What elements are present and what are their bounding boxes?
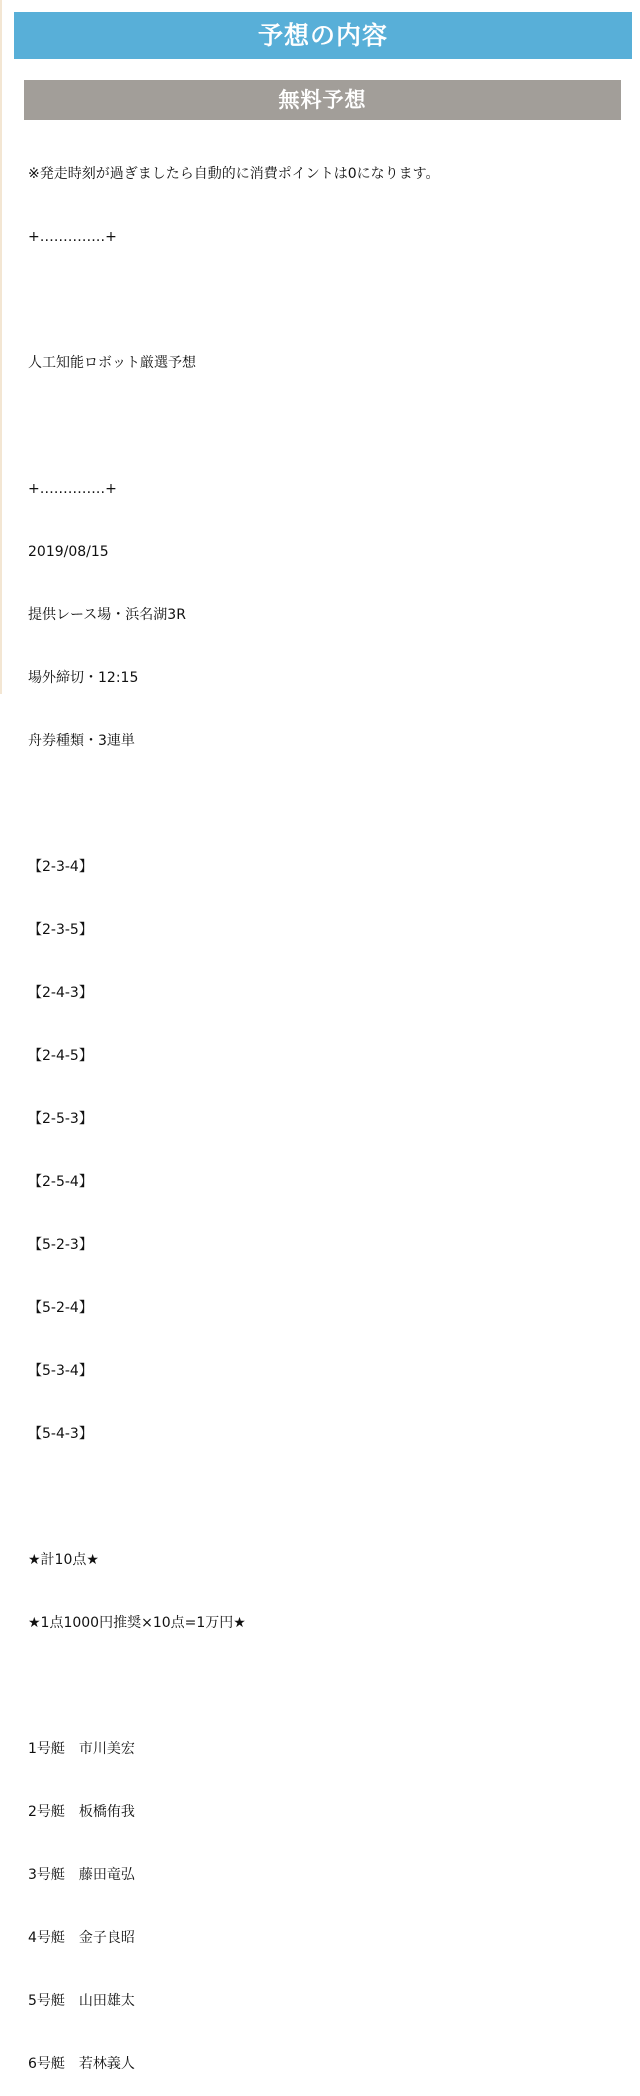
summary-total: ★計10点★ bbox=[28, 1552, 99, 1568]
notice-text: ※発走時刻が過ぎましたら自動的に消費ポイントは0になります。 bbox=[28, 166, 440, 182]
divider-top: +‥‥‥‥‥‥‥+ bbox=[28, 229, 117, 245]
section-title-free-prediction: 無料予想 bbox=[24, 80, 621, 120]
combination-item: 【2-5-3】 bbox=[28, 1111, 93, 1127]
spacer bbox=[28, 416, 628, 437]
boat-entry: 4号艇 金子良昭 bbox=[28, 1930, 135, 1946]
combination-item: 【2-4-5】 bbox=[28, 1048, 93, 1064]
prediction-name: 人工知能ロボット厳選予想 bbox=[28, 355, 196, 371]
combination-item: 【5-3-4】 bbox=[28, 1363, 93, 1379]
combination-item: 【2-5-4】 bbox=[28, 1174, 93, 1190]
boat-entry: 3号艇 藤田竜弘 bbox=[28, 1867, 135, 1883]
combination-item: 【2-4-3】 bbox=[28, 985, 93, 1001]
spacer bbox=[28, 1676, 628, 1697]
spacer bbox=[28, 794, 628, 815]
combination-item: 【5-4-3】 bbox=[28, 1426, 93, 1442]
combination-item: 【5-2-3】 bbox=[28, 1237, 93, 1253]
divider-bottom: +‥‥‥‥‥‥‥+ bbox=[28, 481, 117, 497]
race-deadline: 場外締切・12:15 bbox=[28, 670, 139, 686]
combination-item: 【2-3-5】 bbox=[28, 922, 93, 938]
combination-item: 【5-2-4】 bbox=[28, 1300, 93, 1316]
spacer bbox=[28, 1487, 628, 1508]
boat-entry: 2号艇 板橋侑我 bbox=[28, 1804, 135, 1820]
spacer bbox=[28, 290, 628, 311]
prediction-content bbox=[28, 122, 628, 2096]
boat-entry: 5号艇 山田雄太 bbox=[28, 1993, 135, 2009]
race-date: 2019/08/15 bbox=[28, 544, 109, 560]
summary-stake: ★1点1000円推奨×10点=1万円★ bbox=[28, 1615, 246, 1631]
race-venue: 提供レース場・浜名湖3R bbox=[28, 607, 186, 623]
ticket-type: 舟券種類・3連単 bbox=[28, 733, 135, 749]
boat-entry: 1号艇 市川美宏 bbox=[28, 1741, 135, 1757]
boat-entry: 6号艇 若林義人 bbox=[28, 2056, 135, 2072]
combination-item: 【2-3-4】 bbox=[28, 859, 93, 875]
page-title: 予想の内容 bbox=[14, 12, 632, 59]
